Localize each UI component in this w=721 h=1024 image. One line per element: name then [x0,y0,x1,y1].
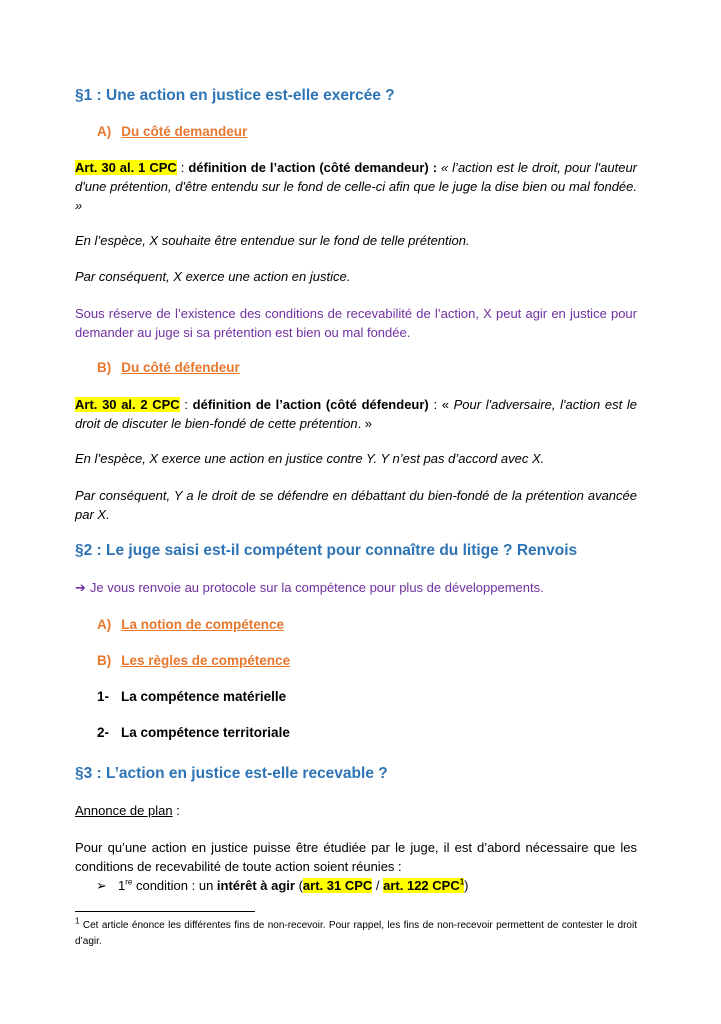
footnote-reference[interactable]: 1 [459,877,465,887]
footnote-separator [75,911,255,912]
renvoi-text: Je vous renvoie au protocole sur la compétence pour plus de développements. [89,580,544,595]
ordinal-number: 1 [118,878,126,893]
subsection-letter: B) [97,360,112,375]
subsection-2b-1-heading [97,687,659,706]
paren-open: ( [294,878,303,893]
plan-label: Annonce de plan [75,803,173,818]
subsection-1a-heading [97,122,659,141]
section-1-heading: §1 : Une action en justice est-elle exercée ? [75,87,395,104]
renvoi-note [75,578,637,597]
arrowhead-bullet-icon: ➢ [96,878,107,893]
subsection-2a-heading [97,615,659,634]
article-30-2-paragraph [75,395,637,433]
subsection-title: La compétence territoriale [121,725,290,740]
article-quote: Pour l'adversaire, l'action est le droit de discuter le bien-fondé de cette prétention [75,397,637,431]
condition-bullet-1 [96,876,658,895]
section-2-heading: §2 : Le juge saisi est-il compétent pour connaître du litige ? Renvois [75,542,578,559]
article-quote: « l’action est le droit, pour l'auteur d'une prétention, d'être entendu sur le fond de celle-ci afin que le juge la dise bien ou mal fondée. » [75,160,637,213]
article-ref-highlight: art. 31 CPC [302,878,373,893]
plan-colon: : [172,803,180,818]
subsection-title: Les règles de compétence [121,653,291,668]
quote-open: : « [428,397,454,412]
paren-close: ) [464,878,469,893]
subsection-1b-heading [97,358,659,377]
article-30-1-paragraph [75,158,637,215]
subsection-2b-2-heading [97,723,659,742]
subsection-number: 1- [97,689,110,704]
subsection-title: La compétence matérielle [121,689,287,704]
footnote-text: Cet article énonce les différentes fins de non-recevoir. Pour rappel, les fins de non-recevoir permettent de contester le droit d’agir. [75,920,637,947]
paragraph-espece-1: En l’espèce, X souhaite être entendue sur le fond de telle prétention. [75,233,470,248]
paragraph-reserve: Sous réserve de l’existence des conditions de recevabilité de l’action, X peut agir en justice pour demander au juge si sa prétention est bien ou mal fondée. [75,306,637,340]
subsection-letter: A) [97,617,112,632]
subsection-letter: A) [97,124,112,139]
plan-announcement [75,801,637,820]
slash-separator: / [372,878,384,893]
subsection-letter: B) [97,653,112,668]
article-ref-text: art. 122 CPC [383,878,460,893]
ordinal-suffix: re [125,877,133,887]
article-ref-highlight: Art. 30 al. 2 CPC [75,397,180,412]
definition-label: définition de l’action (côté demandeur) : [188,160,438,175]
separator-text: : [179,397,193,412]
recevabilite-intro: Pour qu’une action en justice puisse être étudiée par le juge, il est d’abord nécessaire que les conditions de recevabilité de toute action soient réunies : [75,840,637,874]
section-3-heading: §3 : L’action en justice est-elle recevable ? [75,765,388,782]
definition-label: définition de l’action (côté défendeur) [192,397,429,412]
separator-text: : [176,160,189,175]
condition-text: condition : un [132,878,217,893]
article-ref-highlight: Art. 30 al. 1 CPC [75,160,177,175]
paragraph-espece-2: En l’espèce, X exerce une action en justice contre Y. Y n’est pas d’accord avec X. [75,451,545,466]
article-ref-highlight [383,878,464,893]
subsection-2b-heading [97,651,659,670]
subsection-title: La notion de compétence [121,617,285,632]
subsection-number: 2- [97,725,110,740]
quote-close: . » [357,416,373,431]
paragraph-consequence-2: Par conséquent, Y a le droit de se défendre en débattant du bien-fondé de la prétention avancée par X. [75,488,637,522]
paragraph-consequence-1: Par conséquent, X exerce une action en justice. [75,269,351,284]
subsection-title: Du côté demandeur [121,124,248,139]
footnote [75,918,637,950]
arrow-right-icon: ➔ [75,580,86,595]
subsection-title: Du côté défendeur [121,360,240,375]
condition-bold-term: intérêt à agir [216,878,295,893]
footnote-number: 1 [75,916,80,926]
